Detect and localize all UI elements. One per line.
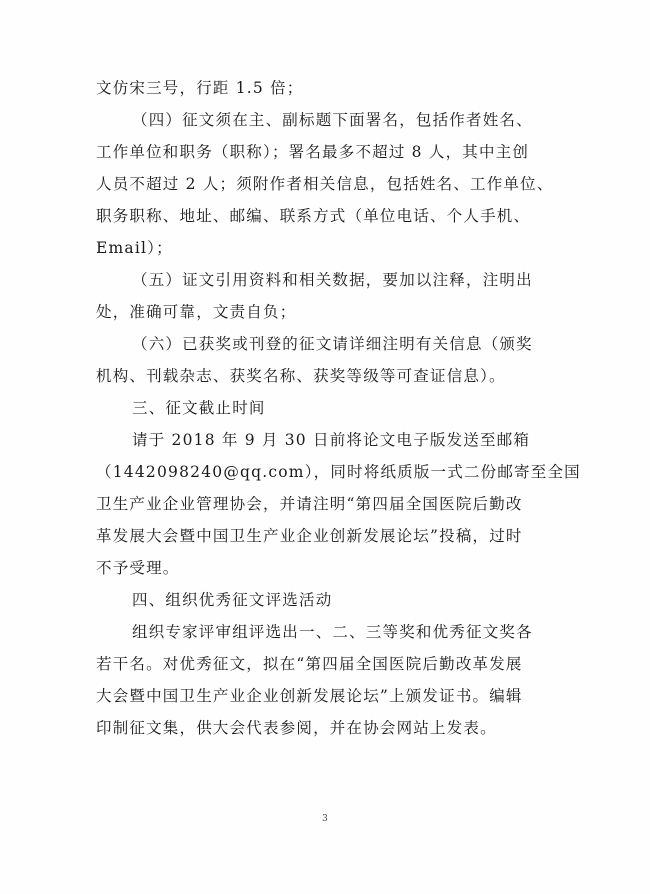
text-line: 革发展大会暨中国卫生产业企业创新发展论坛”投稿，过时 <box>96 527 523 545</box>
text-line: 机构、刊载杂志、获奖名称、获奖等级等可查证信息）。 <box>96 367 506 385</box>
body-text <box>96 72 581 744</box>
text-line: （五）证文引用资料和相关数据，要加以注释，注明出 <box>132 271 533 289</box>
text-line: 人员不超过 2 人；须附作者相关信息，包括姓名、工作单位、 <box>96 175 554 193</box>
section-heading: 四、组织优秀征文评选活动 <box>132 591 333 609</box>
text-line: 大会暨中国卫生产业企业创新发展论坛”上颁发证书。编辑 <box>96 687 523 705</box>
text-line: Email）； <box>96 239 173 257</box>
text-line: 请于 2018 年 9 月 30 日前将论文电子版发送至邮箱 <box>132 431 531 449</box>
text-line: （四）征文须在主、副标题下面署名，包括作者姓名、 <box>132 111 533 129</box>
page-number: 3 <box>322 814 328 824</box>
section-heading: 三、征文截止时间 <box>132 399 266 417</box>
text-line: 组织专家评审组评选出一、二、三等奖和优秀征文奖各 <box>132 623 533 641</box>
text-line: 处，准确可靠，文责自负； <box>96 303 297 321</box>
text-line: 不予受理。 <box>96 559 180 577</box>
text-line: 职务职称、地址、邮编、联系方式（单位电话、个人手机、 <box>96 207 531 225</box>
text-line: （1442098240@qq.com），同时将纸质版一式二份邮寄至全国 <box>96 463 581 481</box>
text-line: 若干名。对优秀征文，拟在“第四届全国医院后勤改革发展 <box>96 655 523 673</box>
text-line: （六）已获奖或刊登的征文请详细注明有关信息（颁奖 <box>132 335 533 353</box>
text-line: 卫生产业企业管理协会，并请注明“第四届全国医院后勤改 <box>96 495 523 513</box>
text-line: 文仿宋三号，行距 1.5 倍； <box>96 79 304 97</box>
text-line: 工作单位和职务（职称）；署名最多不超过 8 人，其中主创 <box>96 143 530 161</box>
text-line: 印制征文集，供大会代表参阅，并在协会网站上发表。 <box>96 719 497 737</box>
